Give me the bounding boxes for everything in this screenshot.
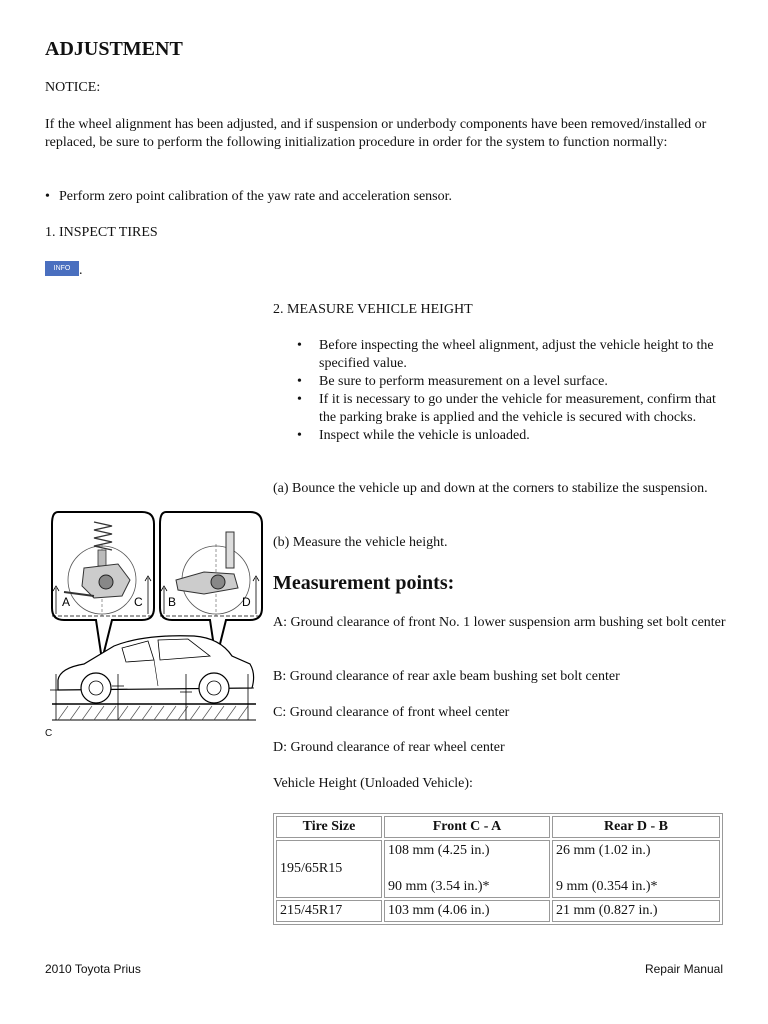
- header-front: Front C - A: [384, 816, 550, 838]
- label-a: A: [62, 595, 71, 609]
- cell-front-line1: 108 mm (4.25 in.): [388, 843, 490, 858]
- step-b: (b) Measure the vehicle height.: [273, 535, 448, 550]
- header-rear: Rear D - B: [552, 816, 720, 838]
- cell-rear: [552, 840, 720, 898]
- cell-front: [384, 840, 550, 898]
- table-caption: Vehicle Height (Unloaded Vehicle):: [273, 776, 473, 791]
- point-a: A: Ground clearance of front No. 1 lower suspension arm bushing set bolt center: [273, 615, 726, 630]
- notice-label: NOTICE:: [45, 80, 101, 95]
- point-d: D: Ground clearance of rear wheel center: [273, 740, 505, 755]
- label-c: C: [134, 595, 143, 609]
- point-c: C: Ground clearance of front wheel center: [273, 705, 510, 720]
- cell-rear-line1: 26 mm (1.02 in.): [556, 843, 651, 858]
- step-inspect-tires: 1. INSPECT TIRES: [45, 225, 158, 240]
- front-callout: [52, 512, 154, 660]
- cell-front-line2: 90 mm (3.54 in.)*: [388, 879, 490, 894]
- step-measure-vehicle-height: 2. MEASURE VEHICLE HEIGHT: [273, 302, 473, 317]
- vehicle-height-table: [273, 813, 723, 925]
- figure-caption: C: [45, 728, 53, 739]
- cell-front: 103 mm (4.06 in.): [384, 900, 550, 922]
- notice-bullet-list: [0, 188, 700, 206]
- measurement-points-heading: Measurement points:: [273, 572, 455, 594]
- notice-bullet: • Perform zero point calibration of the yaw rate and acceleration sensor.: [0, 188, 700, 206]
- measure-bullet-list: [273, 337, 725, 445]
- info-link-button[interactable]: INFO: [45, 261, 79, 276]
- vehicle-height-diagram: [44, 508, 264, 738]
- header-tire-size: Tire Size: [276, 816, 382, 838]
- footer-right: Repair Manual: [644, 962, 723, 976]
- list-item: • Inspect while the vehicle is unloaded.: [273, 427, 725, 445]
- cell-tire: 195/65R15: [276, 840, 382, 898]
- table-header-row: [276, 816, 720, 838]
- point-b: B: Ground clearance of rear axle beam bushing set bolt center: [273, 669, 620, 684]
- list-item: • If it is necessary to go under the vehicle for measurement, confirm that the parking brake is applied and the vehicle is secured with chocks.: [273, 391, 725, 427]
- cell-rear: 21 mm (0.827 in.): [552, 900, 720, 922]
- table-row: [276, 840, 720, 898]
- step-a: (a) Bounce the vehicle up and down at the corners to stabilize the suspension.: [273, 481, 708, 496]
- page-title: ADJUSTMENT: [45, 38, 183, 60]
- notice-text: If the wheel alignment has been adjusted, and if suspension or underbody components have been removed/installed or replaced, be sure to perform the following initialization procedure in order for the system to function normally:: [45, 117, 707, 150]
- footer-left: 2010 Toyota Prius: [45, 962, 141, 976]
- car-side-view: [58, 636, 254, 703]
- label-b: B: [168, 595, 177, 609]
- cell-rear-line2: 9 mm (0.354 in.)*: [556, 879, 658, 894]
- list-item: • Be sure to perform measurement on a level surface.: [273, 373, 725, 391]
- list-item: • Before inspecting the wheel alignment, adjust the vehicle height to the specified value.: [273, 337, 725, 373]
- table-row: [276, 900, 720, 922]
- label-d: D: [242, 595, 251, 609]
- info-suffix: .: [79, 263, 83, 278]
- cell-tire: 215/45R17: [276, 900, 382, 922]
